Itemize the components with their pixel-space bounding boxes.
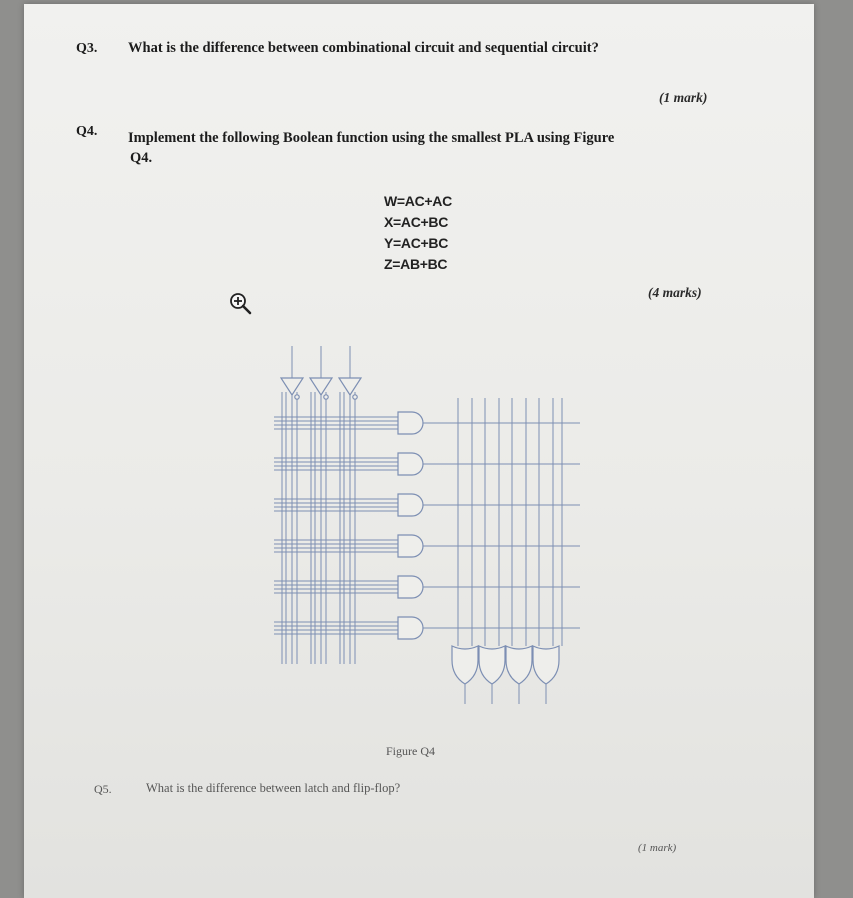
question-5-number: Q5. bbox=[94, 782, 112, 796]
question-5-text: What is the difference between latch and flip-flop? bbox=[146, 781, 401, 795]
inverter-bubble bbox=[353, 395, 357, 399]
input-buffer-inverter bbox=[310, 378, 332, 395]
question-4-text-line1: Implement the following Boolean function using the smallest PLA using Figure bbox=[128, 130, 615, 146]
pla-gates bbox=[281, 378, 559, 684]
and-gate bbox=[398, 617, 423, 639]
or-gate bbox=[452, 646, 478, 684]
equation-w: W=AC+AC bbox=[384, 193, 452, 209]
question-3-text: What is the difference between combinational circuit and sequential circuit? bbox=[128, 40, 599, 56]
question-4-text-line2: Q4. bbox=[130, 150, 153, 166]
inverter-bubble bbox=[324, 395, 328, 399]
equation-z: Z=AB+BC bbox=[384, 256, 448, 272]
inverter-bubble bbox=[295, 395, 299, 399]
equation-y: Y=AC+BC bbox=[384, 235, 449, 251]
and-gate bbox=[398, 412, 423, 434]
question-4-marks: (4 marks) bbox=[648, 285, 702, 300]
figure-caption: Figure Q4 bbox=[386, 744, 435, 758]
or-gate bbox=[479, 646, 505, 684]
and-gate bbox=[398, 494, 423, 516]
and-gate bbox=[398, 576, 423, 598]
and-gate bbox=[398, 535, 423, 557]
and-gate bbox=[398, 453, 423, 475]
question-3-number: Q3. bbox=[76, 41, 98, 56]
question-4-number: Q4. bbox=[76, 124, 98, 139]
equation-x: X=AC+BC bbox=[384, 214, 449, 230]
question-3-marks: (1 mark) bbox=[659, 90, 708, 105]
input-buffer-inverter bbox=[281, 378, 303, 395]
question-5-marks: (1 mark) bbox=[638, 842, 677, 854]
input-buffer-inverter bbox=[339, 378, 361, 395]
or-gate bbox=[506, 646, 532, 684]
or-gate bbox=[533, 646, 559, 684]
